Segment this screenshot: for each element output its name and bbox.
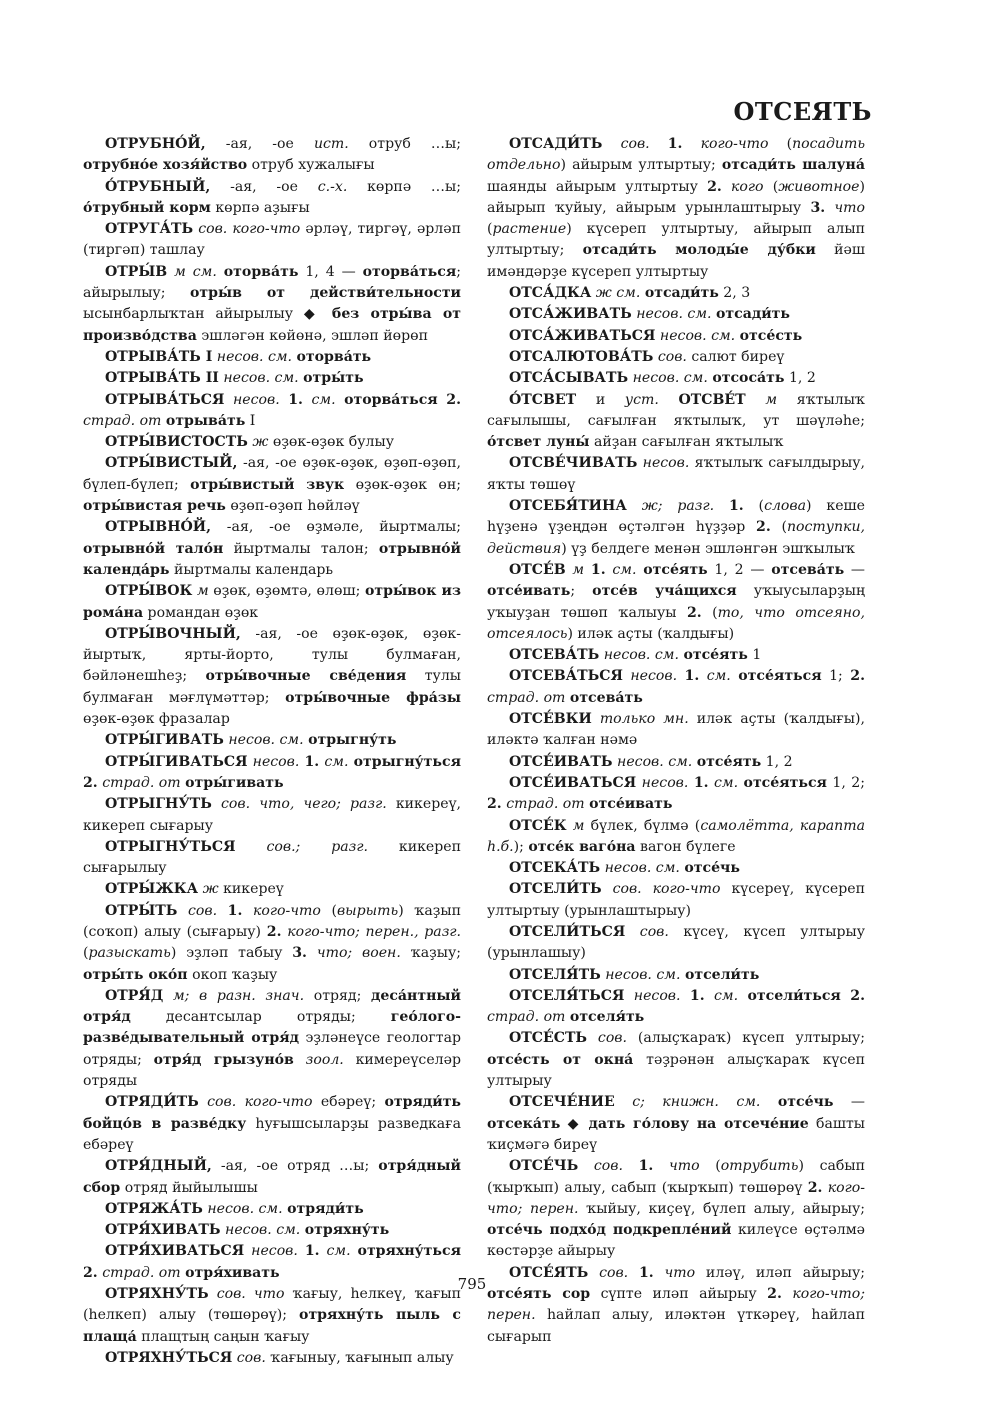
dictionary-entry: ОТРЯ́ХИВАТЬСЯ несов. 1. см. отряхну́ться 2. страд. от отря́хивать <box>83 1243 461 1281</box>
dictionary-entry: ОТРУБНО́Й, -ая, -ое ист. отруб …ы; отрубно́е хозя́йство отруб хужалығы <box>83 136 461 174</box>
dictionary-entry: ОТРЫ́ВИСТОСТЬ ж өҙөк-өҙөк булыу <box>105 434 395 451</box>
dictionary-entry: ОТРЯХНУ́ТЬСЯ сов. ҡағыныу, ҡағынып алыу <box>105 1349 454 1366</box>
dictionary-entry: ОТСАДИ́ТЬ сов. 1. кого-что (посадить отдельно) айырым ултыртыу; отсади́ть шалуна́ шаянды айырым ултыртыу 2. кого (животное) айырып ҡуйыу, айырым урынлаштырыу 3. что (растение) күсереп ултыртыу, айырып алып ултыртыу; отсади́ть молоды́е ду́бки йәш имәндәрҙе күсереп ултыртыу <box>487 136 866 280</box>
dictionary-entry: ОТСА́ЖИВАТЬ несов. см. отсади́ть <box>509 306 790 323</box>
left-column <box>83 134 461 1369</box>
dictionary-entry: ОТРЯЖА́ТЬ несов. см. отряди́ть <box>105 1200 364 1217</box>
dictionary-entry: ОТСЕ́ИВАТЬ несов. см. отсе́ять 1, 2 <box>509 753 793 770</box>
dictionary-entry: ОТРЫ́ТЬ сов. 1. кого-что (вырыть) ҡаҙып (соҡоп) алыу (сығарыу) 2. кого-что; перен., разг. (разыскать) эҙләп табыу 3. что; воен. ҡаҙыу; отры́ть око́п окоп ҡаҙыу <box>83 902 462 983</box>
dictionary-entry: ОТСЕ́ВКИ только мн. иләк аҫты (ҡалдығы), иләктә ҡалған нәмә <box>487 711 865 749</box>
dictionary-entry: ОТРЫВА́ТЬ II несов. см. отры́ть <box>105 370 364 387</box>
right-column <box>487 134 865 1348</box>
dictionary-entry: ОТСЕ́В м 1. см. отсе́ять 1, 2 — отсева́ть — отсе́ивать; отсе́в уча́щихся уҡыусыларҙың уҡыуҙан төшөп ҡалыуы 2. (то, что отсеяно, отсеялось) иләк аҫты (ҡалдығы) <box>487 561 866 642</box>
dictionary-entry: ОТРЫ́ВИСТЫЙ, -ая, -ое өҙөк-өҙөк, өҙөп-өҙөп, бүлеп-бүлеп; отры́вистый звук өҙөк-өҙөк өн; отры́вистая речь өҙөп-өҙөп һөйләү <box>83 455 462 515</box>
dictionary-entry: ОТСАЛЮТОВА́ТЬ сов. салют биреү <box>509 348 785 365</box>
dictionary-entry: ОТРЫ́ГИВАТЬ несов. см. отрыгну́ть <box>105 732 397 749</box>
dictionary-entry: ОТСА́ДКА ж см. отсади́ть 2, 3 <box>509 285 751 302</box>
dictionary-entry: ОТРЫ́В м см. оторва́ть 1, 4 — оторва́ться; айырылыу; отры́в от действи́тельности ысынбарлыҡтан айырылыу ◆ без отры́ва от произво́дства эшләгән көйөнә, эшләп йөрөп <box>83 263 461 344</box>
dictionary-entry: ОТСЕВА́ТЬ несов. см. отсе́ять 1 <box>509 647 762 664</box>
dictionary-entry: ОТСЕ́ЧЬ сов. 1. что (отрубить) сабып (ҡырҡып) алыу, сабып (ҡырҡып) төшөрөү 2. кого-что; перен. ҡыйыу, киҫеү, бүлеп алыу, айырыу; отсе́чь подхо́д подкрепле́ний килеүсе өҫтәлмә көстәрҙе айырыу <box>487 1158 865 1260</box>
dictionary-entry: ОТСА́ЖИВАТЬСЯ несов. см. отсе́сть <box>509 327 803 344</box>
dictionary-entry: ОТСЕЛИ́ТЬ сов. кого-что күсереү, күсереп ултыртыу (урынлаштырыу) <box>487 881 866 919</box>
dictionary-entry: ОТСЕ́ИВАТЬСЯ несов. 1. см. отсе́яться 1, 2; 2. страд. от отсе́ивать <box>487 774 866 813</box>
dictionary-entry: ОТСЕЛЯ́ТЬ несов. см. отсели́ть <box>509 966 760 983</box>
dictionary-entry: О́ТСВЕТ и уст. ОТСВЕ́Т м яҡтылыҡ сағылышы, сағылған яҡтылыҡ, ут шәүләһе; о́тсвет луны́ айҙан сағылған яҡтылыҡ <box>487 391 866 451</box>
dictionary-entry: О́ТРУБНЫЙ, -ая, -ое с.-х. көрпә …ы; о́трубный корм көрпә аҙығы <box>83 178 461 216</box>
dictionary-entry: ОТРЯ́ХИВАТЬ несов. см. отряхну́ть <box>105 1222 390 1239</box>
dictionary-entry: ОТСЕ́К м бүлек, бүлмә (самолётта, карапта һ.б.); отсе́к ваго́на вагон бүлеге <box>487 817 865 855</box>
running-head: ОТСЕЯТЬ <box>733 97 872 126</box>
dictionary-entry: ОТРЫ́ГИВАТЬСЯ несов. 1. см. отрыгну́ться 2. страд. от отры́гивать <box>83 753 461 791</box>
dictionary-entry: ОТСЕЧЕ́НИЕ с; книжн. см. отсе́чь — отсека́ть ◆ дать го́лову на отсече́ние башты ҡиҫмәгә биреү <box>487 1094 865 1153</box>
dictionary-entry: ОТРЯ́Д м; в разн. знач. отряд; деса́нтный отря́д десантсылар отряды; гео́лого-разве́дывательный отря́д эҙләнеүсе геологтар отряды; отря́д грызуно́в зоол. кимереүселәр отряды <box>83 987 462 1090</box>
page-number: 795 <box>457 1275 487 1293</box>
dictionary-entry: ОТРЫВНО́Й, -ая, -ое өҙмәле, йыртмалы; отрывно́й тало́н йыртмалы талон; отрывно́й календа́рь йыртмалы календарь <box>83 519 461 578</box>
dictionary-entry: ОТСВЕ́ЧИВАТЬ несов. яҡтылыҡ сағылдырыу, яҡты төшөү <box>487 455 865 493</box>
dictionary-entry: ОТРУГА́ТЬ сов. кого-что әрләү, тиргәү, әрләп (тиргәп) ташлау <box>83 221 461 259</box>
dictionary-entry: ОТРЫГНУ́ТЬСЯ сов.; разг. кикереп сығарылыу <box>83 838 461 877</box>
dictionary-entry: ОТСЕЛИ́ТЬСЯ сов. күсеү, күсеп ултырыу (урынлашыу) <box>487 923 866 962</box>
dictionary-entry: ОТСЕ́ЯТЬ сов. 1. что иләү, иләп айырыу; отсе́ять сор сүпте иләп айырыу 2. кого-что; перен. һайлап алыу, иләктән үткәреү, һайлап сығарып <box>487 1264 866 1345</box>
dictionary-entry: ОТСЕКА́ТЬ несов. см. отсе́чь <box>509 860 740 877</box>
dictionary-entry: ОТРЫВА́ТЬСЯ несов. 1. см. оторва́ться 2. страд. от отрыва́ть I <box>83 391 461 429</box>
dictionary-entry: ОТСЕБЯ́ТИНА ж; разг. 1. (слова) кеше һүҙенә үҙеңдән өҫтәлгән һүҙҙәр 2. (поступки, действия) үҙ белдеге менән эшләнгән эшҡылыҡ <box>487 498 866 557</box>
dictionary-entry: ОТСЕ́СТЬ сов. (алыҫҡараҡ) күсеп ултырыу; отсе́сть от окна́ тәҙрәнән алыҫҡараҡ күсеп ултырыу <box>487 1030 865 1090</box>
dictionary-entry: ОТРЫВА́ТЬ I несов. см. оторва́ть <box>105 348 372 365</box>
dictionary-entry: ОТСА́СЫВАТЬ несов. см. отсоса́ть 1, 2 <box>509 370 816 387</box>
dictionary-entry: ОТРЫ́ВОК м өҙөк, өҙөмтә, өлөш; отры́вок из рома́на романдан өҙөк <box>83 583 461 621</box>
dictionary-entry: ОТРЯДИ́ТЬ сов. кого-что ебәреү; отряди́ть бойцо́в в разве́дку һуғышсыларҙы разведкаға ебәреү <box>83 1094 461 1153</box>
dictionary-entry: ОТРЫ́ВОЧНЫЙ, -ая, -ое өҙөк-өҙөк, өҙөк-йыртыҡ, ярты-йорто, тулы булмаған, бәйләнешһеҙ; отры́вочные све́дения тулы булмаған мәғлүмәттәр; отры́вочные фра́зы өҙөк-өҙөк фразалар <box>83 625 461 728</box>
dictionary-entry: ОТРЯХНУ́ТЬ сов. что ҡағыу, һелкеү, ҡағып (һелкеп) алыу (төшөрөү); отряхну́ть пыль с плаща́ плащтың саңын ҡағыу <box>83 1286 461 1345</box>
dictionary-entry: ОТСЕЛЯ́ТЬСЯ несов. 1. см. отсели́ться 2. страд. от отселя́ть <box>487 987 865 1026</box>
dictionary-entry: ОТСЕВА́ТЬСЯ несов. 1. см. отсе́яться 1; 2. страд. от отсева́ть <box>487 668 865 706</box>
dictionary-entry: ОТРЫ́ЖКА ж кикереү <box>105 881 284 898</box>
dictionary-entry: ОТРЯ́ДНЫЙ, -ая, -ое отряд …ы; отря́дный сбор отряд йыйылышы <box>83 1158 461 1196</box>
dictionary-entry: ОТРЫГНУ́ТЬ сов. что, чего; разг. кикереү, кикереп сығарыу <box>83 796 462 834</box>
